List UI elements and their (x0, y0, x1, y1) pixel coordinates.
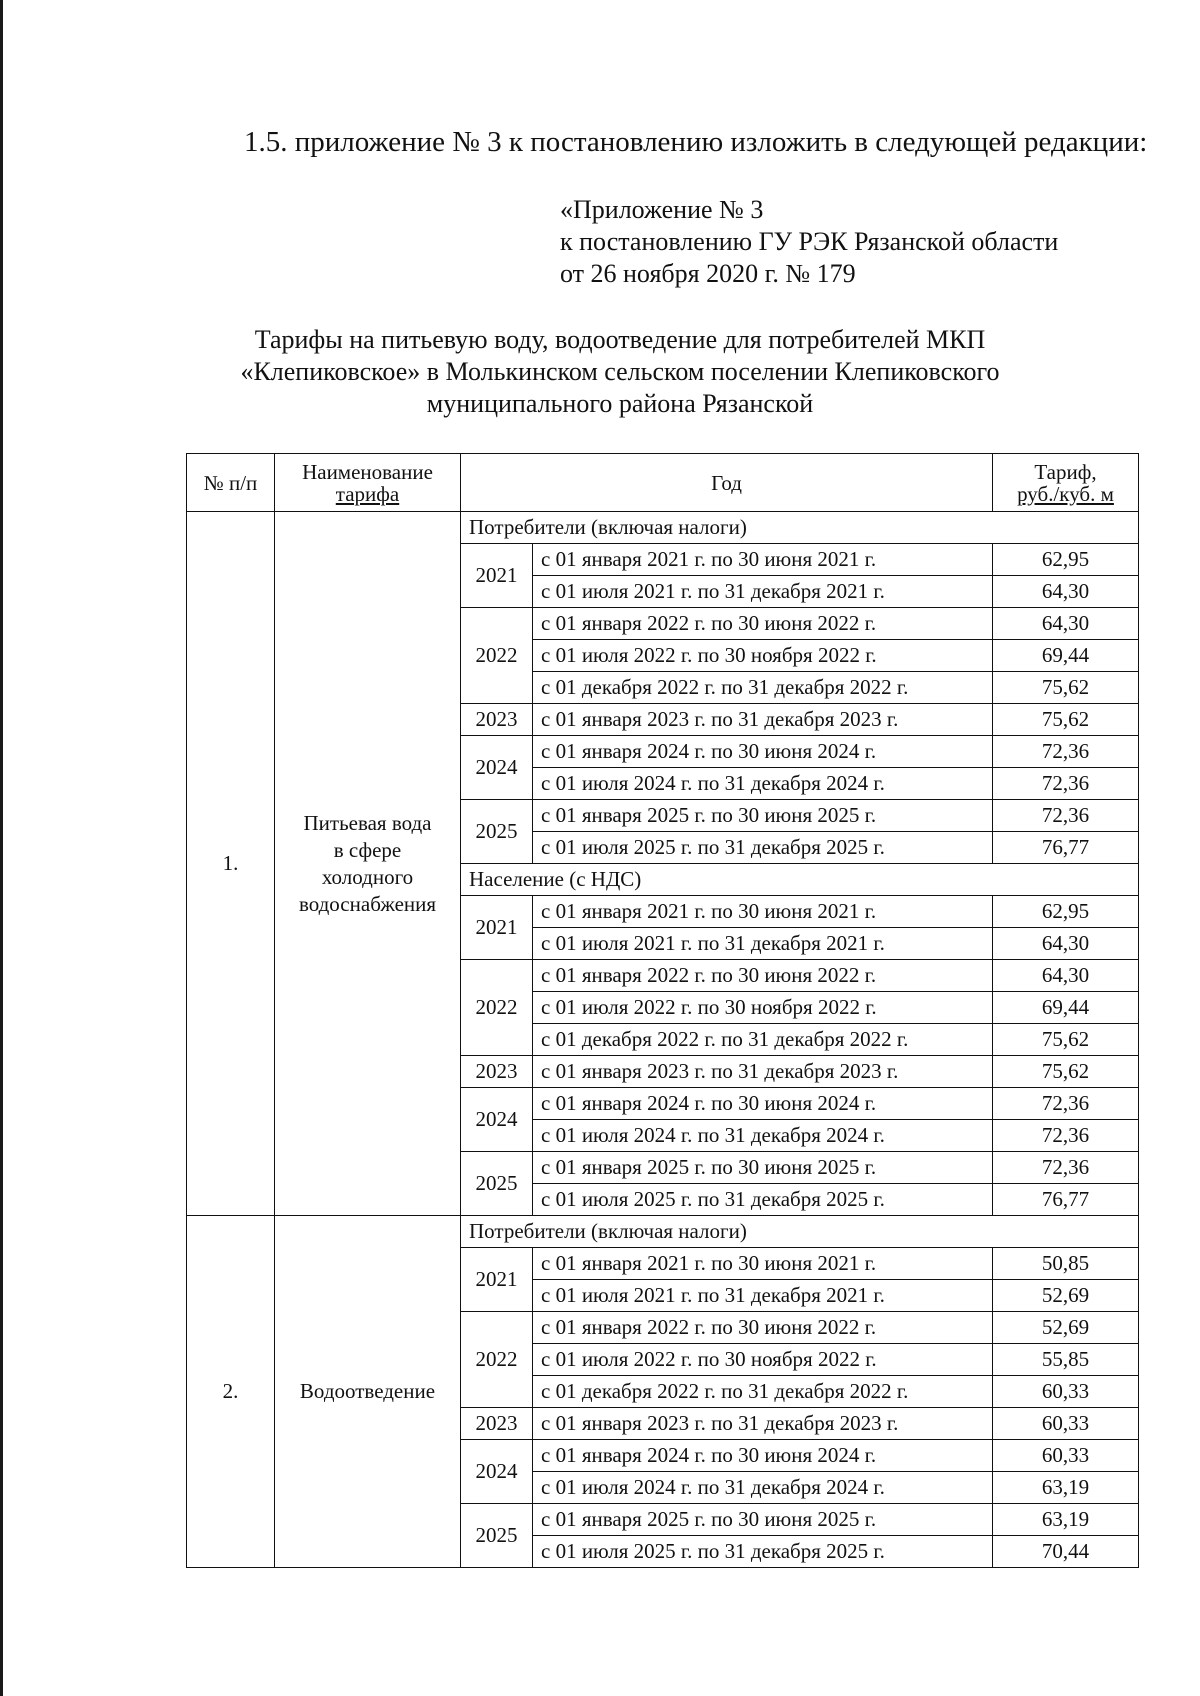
year-cell: 2023 (461, 704, 533, 736)
consumer-group-label: Потребители (включая налоги) (461, 1216, 1139, 1248)
section-name-line: Водоотведение (299, 1379, 436, 1403)
header-name: Наименование тарифа (275, 454, 461, 512)
tariff-value: 75,62 (993, 704, 1139, 736)
year-cell: 2021 (461, 1248, 533, 1312)
section-name (275, 1216, 461, 1568)
period-cell: с 01 июля 2025 г. по 31 декабря 2025 г. (533, 832, 993, 864)
tariff-value: 75,62 (993, 672, 1139, 704)
year-cell: 2021 (461, 896, 533, 960)
period-cell: с 01 января 2021 г. по 30 июня 2021 г. (533, 1248, 993, 1280)
year-cell: 2022 (461, 960, 533, 1056)
section-name-line: водоснабжения (298, 891, 437, 916)
tariff-value: 52,69 (993, 1312, 1139, 1344)
title-line-1: Тарифы на питьевую воду, водоотведение для потребителей МКП (254, 325, 986, 354)
year-cell: 2022 (461, 1312, 533, 1408)
period-cell: с 01 января 2022 г. по 30 июня 2022 г. (533, 1312, 993, 1344)
period-cell: с 01 января 2021 г. по 30 июня 2021 г. (533, 544, 993, 576)
period-cell: с 01 января 2025 г. по 30 июня 2025 г. (533, 1152, 993, 1184)
tariff-value: 72,36 (993, 1088, 1139, 1120)
period-cell: с 01 января 2023 г. по 31 декабря 2023 г. (533, 704, 993, 736)
period-cell: с 01 января 2024 г. по 30 июня 2024 г. (533, 1088, 993, 1120)
section-number: 1. (187, 512, 275, 1216)
consumer-group-label: Потребители (включая налоги) (461, 512, 1139, 544)
period-cell: с 01 июля 2022 г. по 30 ноября 2022 г. (533, 640, 993, 672)
year-cell: 2023 (461, 1056, 533, 1088)
group-row (187, 512, 1139, 544)
document-title (180, 324, 1060, 420)
period-cell: с 01 июля 2021 г. по 31 декабря 2021 г. (533, 928, 993, 960)
section-name-line: Питьевая вода (303, 810, 432, 835)
year-cell: 2025 (461, 1152, 533, 1216)
tariff-value: 64,30 (993, 608, 1139, 640)
period-cell: с 01 декабря 2022 г. по 31 декабря 2022 г. (533, 672, 993, 704)
period-cell: с 01 января 2024 г. по 30 июня 2024 г. (533, 1440, 993, 1472)
appendix-line-3: от 26 ноября 2020 г. № 179 (560, 259, 856, 288)
period-cell: с 01 января 2025 г. по 30 июня 2025 г. (533, 800, 993, 832)
section-name (275, 512, 461, 1216)
tariff-value: 75,62 (993, 1056, 1139, 1088)
appendix-line-2: к постановлению ГУ РЭК Рязанской области (560, 227, 1059, 256)
header-tariff: Тариф, руб./куб. м (993, 454, 1139, 512)
period-cell: с 01 июля 2024 г. по 31 декабря 2024 г. (533, 1472, 993, 1504)
tariff-value: 69,44 (993, 640, 1139, 672)
tariff-value: 64,30 (993, 960, 1139, 992)
period-cell: с 01 января 2025 г. по 30 июня 2025 г. (533, 1504, 993, 1536)
period-cell: с 01 января 2024 г. по 30 июня 2024 г. (533, 736, 993, 768)
year-cell: 2024 (461, 1440, 533, 1504)
tariff-value: 50,85 (993, 1248, 1139, 1280)
intro-paragraph: 1.5. приложение № 3 к постановлению изложить в следующей редакции: (244, 126, 1148, 158)
year-cell: 2024 (461, 736, 533, 800)
year-cell: 2025 (461, 1504, 533, 1568)
tariff-value: 70,44 (993, 1536, 1139, 1568)
tariff-value: 69,44 (993, 992, 1139, 1024)
period-cell: с 01 июля 2021 г. по 31 декабря 2021 г. (533, 576, 993, 608)
section-name-line: холодного (321, 864, 414, 889)
title-line-2: «Клепиковское» в Молькинском сельском поселении Клепиковского (240, 357, 1000, 386)
year-cell: 2022 (461, 608, 533, 704)
period-cell: с 01 января 2023 г. по 31 декабря 2023 г. (533, 1408, 993, 1440)
period-cell: с 01 января 2021 г. по 30 июня 2021 г. (533, 896, 993, 928)
tariff-value: 63,19 (993, 1504, 1139, 1536)
tariff-value: 64,30 (993, 928, 1139, 960)
year-cell: 2025 (461, 800, 533, 864)
year-cell: 2024 (461, 1088, 533, 1152)
period-cell: с 01 января 2022 г. по 30 июня 2022 г. (533, 608, 993, 640)
tariff-value: 72,36 (993, 1120, 1139, 1152)
section-number: 2. (187, 1216, 275, 1568)
tariff-value: 72,36 (993, 736, 1139, 768)
scan-edge-line (0, 0, 3, 1696)
period-cell: с 01 июля 2024 г. по 31 декабря 2024 г. (533, 768, 993, 800)
period-cell: с 01 января 2022 г. по 30 июня 2022 г. (533, 960, 993, 992)
appendix-line-1: «Приложение № 3 (560, 195, 764, 224)
consumer-group-label: Население (с НДС) (461, 864, 1139, 896)
period-cell: с 01 июля 2021 г. по 31 декабря 2021 г. (533, 1280, 993, 1312)
period-cell: с 01 июля 2022 г. по 30 ноября 2022 г. (533, 992, 993, 1024)
table-header-row (187, 454, 1139, 512)
tariff-value: 76,77 (993, 832, 1139, 864)
title-line-3: муниципального района Рязанской (426, 389, 814, 418)
tariff-value: 60,33 (993, 1440, 1139, 1472)
tariff-value: 62,95 (993, 896, 1139, 928)
tariff-value: 60,33 (993, 1376, 1139, 1408)
tariff-value: 52,69 (993, 1280, 1139, 1312)
period-cell: с 01 января 2023 г. по 31 декабря 2023 г. (533, 1056, 993, 1088)
period-cell: с 01 июля 2025 г. по 31 декабря 2025 г. (533, 1536, 993, 1568)
appendix-reference (560, 194, 1058, 290)
tariff-value: 72,36 (993, 768, 1139, 800)
group-row (187, 1216, 1139, 1248)
tariff-table (186, 453, 1139, 1568)
period-cell: с 01 июля 2025 г. по 31 декабря 2025 г. (533, 1184, 993, 1216)
period-cell: с 01 июля 2022 г. по 30 ноября 2022 г. (533, 1344, 993, 1376)
period-cell: с 01 декабря 2022 г. по 31 декабря 2022 г. (533, 1024, 993, 1056)
period-cell: с 01 июля 2024 г. по 31 декабря 2024 г. (533, 1120, 993, 1152)
tariff-value: 72,36 (993, 800, 1139, 832)
section-name-line: в сфере (333, 837, 402, 862)
tariff-value: 72,36 (993, 1152, 1139, 1184)
tariff-value: 62,95 (993, 544, 1139, 576)
tariff-value: 64,30 (993, 576, 1139, 608)
tariff-table-body (187, 512, 1139, 1568)
tariff-value: 76,77 (993, 1184, 1139, 1216)
period-cell: с 01 декабря 2022 г. по 31 декабря 2022 г. (533, 1376, 993, 1408)
header-year: Год (461, 454, 993, 512)
tariff-value: 55,85 (993, 1344, 1139, 1376)
tariff-value: 60,33 (993, 1408, 1139, 1440)
year-cell: 2023 (461, 1408, 533, 1440)
tariff-value: 63,19 (993, 1472, 1139, 1504)
tariff-value: 75,62 (993, 1024, 1139, 1056)
year-cell: 2021 (461, 544, 533, 608)
header-num: № п/п (187, 454, 275, 512)
